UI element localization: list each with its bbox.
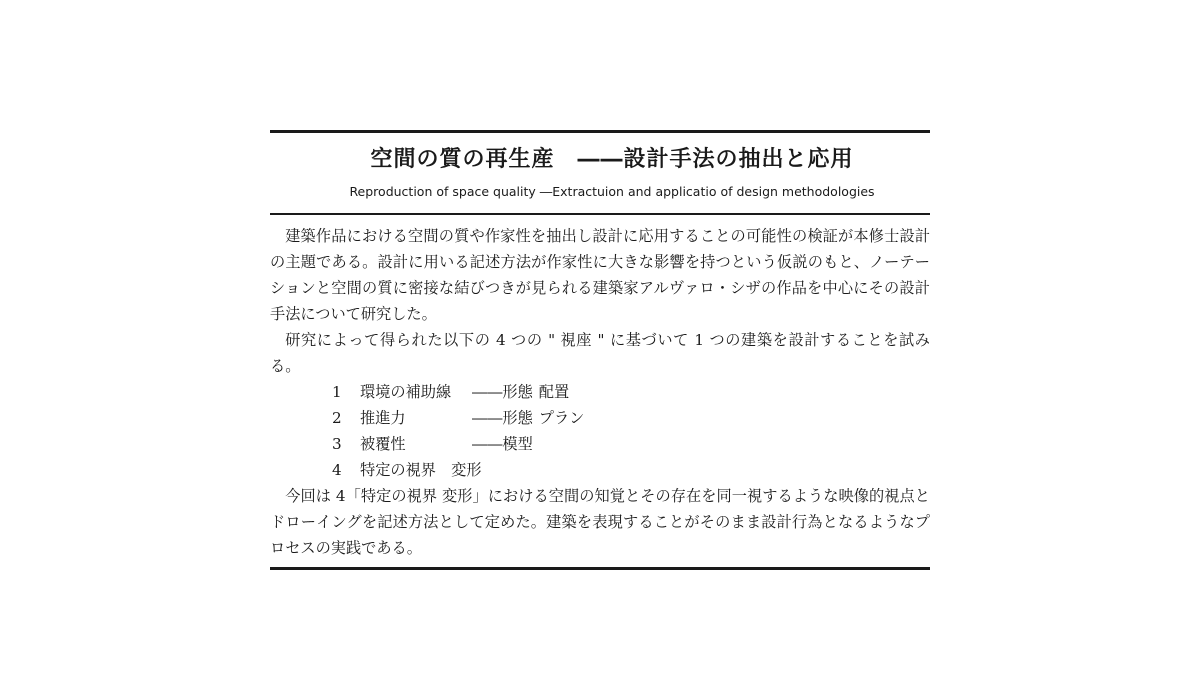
bottom-rule	[270, 567, 930, 570]
list-item-name: 特定の視界 変形	[360, 461, 482, 479]
list-item-number: 1	[332, 383, 342, 401]
list-item-name: 推進力	[360, 409, 406, 427]
title-japanese: 空間の質の再生産 ――設計手法の抽出と応用	[370, 147, 854, 172]
paragraph-conclusion: 今回は 4「特定の視界 変形」における空間の知覚とその存在を同一視するような映像的視点とドローイングを記述方法として定めた。建築を表現することがそのまま設計行為となるようなプロセスの実践である。	[270, 487, 930, 557]
list-item-sub: 配置	[538, 383, 570, 401]
list-item-name: 環境の補助線	[360, 383, 452, 401]
abstract-body	[270, 215, 930, 567]
list-item-name: 被覆性	[360, 435, 406, 453]
viewpoint-list	[270, 379, 930, 483]
list-item-type: ――模型	[472, 435, 533, 453]
title-english: Reproduction of space quality ―Extractuion and applicatio of design methodologies	[349, 184, 875, 199]
list-item-sub: プラン	[538, 409, 585, 427]
list-item	[332, 431, 930, 457]
list-item-type: ――形態	[472, 383, 533, 401]
list-item-type: ――形態	[472, 409, 533, 427]
list-item	[332, 405, 930, 431]
list-item-number: 2	[332, 409, 342, 427]
list-item	[332, 457, 930, 483]
list-item-number: 3	[332, 435, 342, 453]
paragraph-viewpoints: 研究によって得られた以下の 4 つの " 視座 " に基づいて 1 つの建築を設計することを試みる。	[270, 331, 930, 375]
list-item-number: 4	[332, 461, 342, 479]
abstract-block	[270, 130, 930, 570]
list-item	[332, 379, 930, 405]
top-rule	[270, 130, 930, 133]
paragraph-intro: 建築作品における空間の質や作家性を抽出し設計に応用することの可能性の検証が本修士設計の主題である。設計に用いる記述方法が作家性に大きな影響を持つという仮説のもと、ノーテーションと空間の質に密接な結びつきが見られる建築家アルヴァロ・シザの作品を中心にその設計手法について研究した。	[270, 227, 931, 323]
